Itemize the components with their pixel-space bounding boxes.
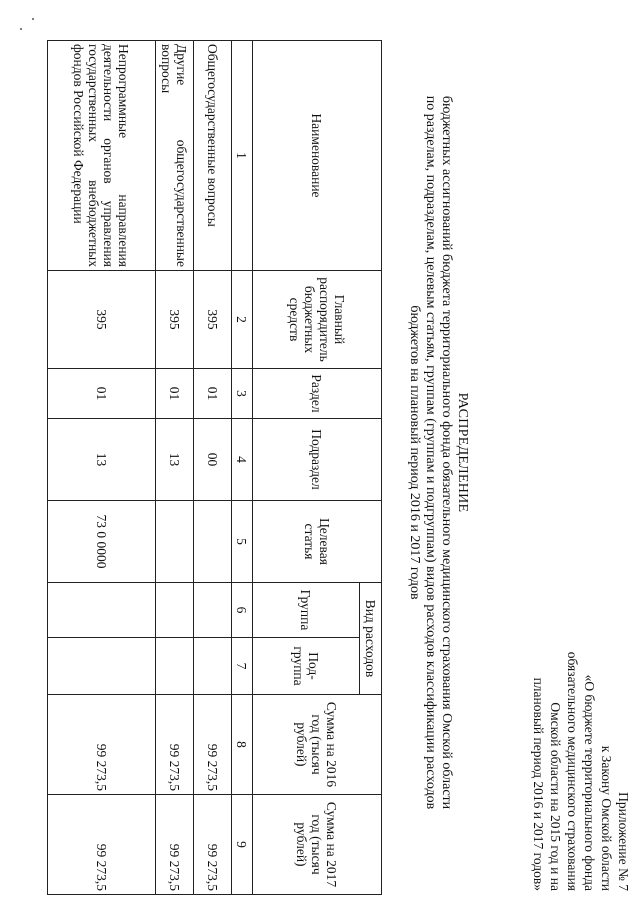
row-sum-2017: 99 273,5	[194, 795, 232, 895]
row-subsection: 13	[48, 419, 156, 501]
row-subgroup	[48, 638, 156, 695]
column-index: 2	[232, 271, 253, 369]
header-manager: Главный распорядитель бюджетных средств	[253, 271, 382, 369]
row-manager: 395	[194, 271, 232, 369]
row-subgroup	[156, 638, 194, 695]
table-row	[48, 41, 156, 895]
column-index: 8	[232, 695, 253, 795]
scan-speck	[32, 18, 34, 20]
header-section: Раздел	[253, 369, 382, 419]
header-line: Омской области на 2015 год и на	[548, 702, 563, 891]
row-sum-2016: 99 273,5	[156, 695, 194, 795]
header-group: Группа	[253, 583, 360, 638]
row-name: Другие общегосударственные вопросы	[156, 41, 194, 271]
row-sum-2017: 99 273,5	[48, 795, 156, 895]
scan-speck	[20, 28, 22, 30]
row-section: 01	[194, 369, 232, 419]
row-group	[156, 583, 194, 638]
row-subsection: 13	[156, 419, 194, 501]
title-line: бюджетных ассигнований бюджета территориального фонда обязательного медицинского страхования Омской области	[439, 95, 454, 810]
document-title	[406, 0, 470, 905]
header-line: к Закону Омской области	[599, 745, 614, 891]
table-row	[194, 41, 232, 895]
row-manager: 395	[48, 271, 156, 369]
budget-table	[47, 40, 382, 895]
row-group	[194, 583, 232, 638]
row-manager: 395	[156, 271, 194, 369]
header-line: Приложение № 7	[616, 792, 631, 891]
row-target	[156, 501, 194, 583]
table-row	[156, 41, 194, 895]
title-line: по разделам, подразделам, целевым статьям, группам (группам и подгруппам) видов расходов классификации расходов	[423, 95, 438, 810]
row-group	[48, 583, 156, 638]
row-section: 01	[48, 369, 156, 419]
header-line: обязательного медицинского страхования	[565, 651, 580, 891]
row-sum-2016: 99 273,5	[194, 695, 232, 795]
column-index-row	[232, 41, 253, 895]
row-name: Непрограммные направления деятельности органов управления государственных внебюджетных фондов Российской Федерации	[48, 41, 156, 271]
header-subgroup: Под-группа	[253, 638, 360, 695]
header-line: «О бюджете территориального фонда	[582, 674, 597, 891]
row-target	[194, 501, 232, 583]
header-line: плановый период 2016 и 2017 годов»	[531, 677, 546, 891]
header-target: Целевая статья	[253, 501, 382, 583]
column-index: 1	[232, 41, 253, 271]
header-expense-type: Вид расходов	[360, 583, 382, 695]
column-index: 5	[232, 501, 253, 583]
appendix-header	[530, 561, 632, 891]
row-subgroup	[194, 638, 232, 695]
row-target: 73 0 0000	[48, 501, 156, 583]
header-subsection: Подраздел	[253, 419, 382, 501]
header-sum-2017: Сумма на 2017 год (тысяч рублей)	[253, 795, 382, 895]
title-line: бюджетов на плановый период 2016 и 2017 годов	[407, 305, 422, 600]
header-name: Наименование	[253, 41, 382, 271]
row-name: Общегосударственные вопросы	[194, 41, 232, 271]
column-index: 7	[232, 638, 253, 695]
row-section: 01	[156, 369, 194, 419]
column-index: 6	[232, 583, 253, 638]
row-sum-2017: 99 273,5	[156, 795, 194, 895]
row-sum-2016: 99 273,5	[48, 695, 156, 795]
row-subsection: 00	[194, 419, 232, 501]
header-sum-2016: Сумма на 2016 год (тысяч рублей)	[253, 695, 382, 795]
column-index: 9	[232, 795, 253, 895]
column-index: 3	[232, 369, 253, 419]
column-index: 4	[232, 419, 253, 501]
title-heading: РАСПРЕДЕЛЕНИЕ	[455, 392, 470, 513]
